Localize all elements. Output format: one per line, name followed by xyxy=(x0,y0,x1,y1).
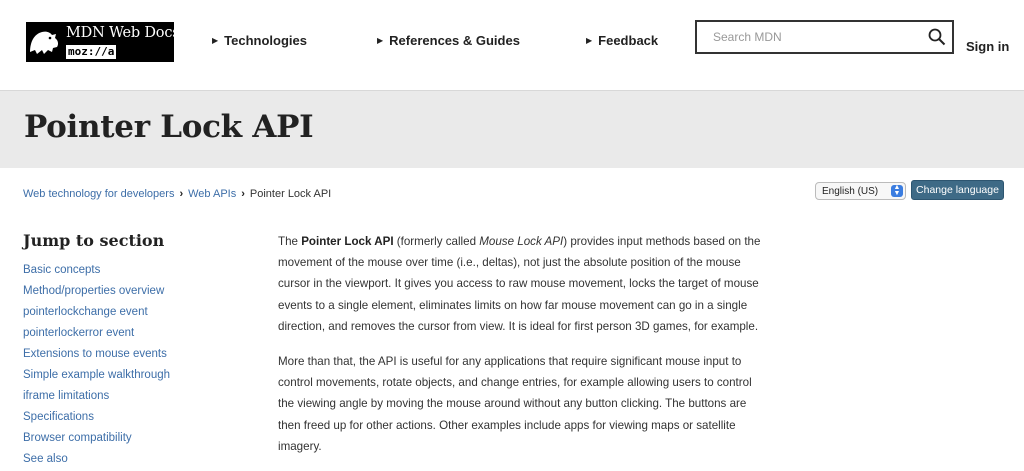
toc-link[interactable]: Specifications xyxy=(23,411,94,423)
toc-link[interactable]: Basic concepts xyxy=(23,264,101,276)
nav-references-guides[interactable] xyxy=(377,33,520,48)
article-content xyxy=(278,231,764,471)
nav-technologies[interactable] xyxy=(212,33,307,48)
search-input[interactable] xyxy=(697,22,922,52)
toc-link[interactable]: iframe limitations xyxy=(23,390,110,402)
sign-in-link[interactable]: Sign in xyxy=(966,39,1010,54)
nav-technologies-label: Technologies xyxy=(224,33,307,48)
text-span: (formerly called xyxy=(393,235,480,248)
nav-feedback-label: Feedback xyxy=(598,33,659,48)
language-selected-value: English (US) xyxy=(822,185,879,197)
mdn-logo[interactable] xyxy=(26,22,180,62)
triangle-right-icon: ▶ xyxy=(212,36,219,45)
logo-title: MDN Web Docs xyxy=(66,25,180,41)
triangle-right-icon: ▶ xyxy=(586,36,593,45)
jump-to-section-heading: Jump to section xyxy=(23,231,165,250)
nav-references-label: References & Guides xyxy=(389,33,520,48)
change-language-button[interactable]: Change language xyxy=(911,180,1004,200)
breadcrumb-current: Pointer Lock API xyxy=(249,188,332,200)
section-nav-list xyxy=(23,262,170,471)
toc-link[interactable]: See also xyxy=(23,453,68,465)
chevron-right-icon: › xyxy=(179,188,184,200)
toc-link[interactable]: Browser compatibility xyxy=(23,432,132,444)
toc-link[interactable]: Simple example walkthrough xyxy=(23,369,171,381)
second-paragraph: More than that, the API is useful for any applications that require significant mouse input to control movements, rotate objects, and change entries, for example allowing users to control the viewing angle by moving the mouse around without any button clicking. The buttons are then freed up for other actions. Other examples include apps for viewing maps or satellite imagery. xyxy=(278,355,752,453)
former-name: Mouse Lock API xyxy=(479,235,564,248)
text-span: The xyxy=(278,235,302,248)
intro-paragraph xyxy=(278,231,764,337)
dinosaur-icon xyxy=(26,22,64,62)
search-icon[interactable] xyxy=(922,22,952,52)
breadcrumb-web-technology[interactable]: Web technology for developers xyxy=(23,188,175,200)
mozilla-wordmark: moz://a xyxy=(68,45,115,58)
breadcrumb xyxy=(23,188,331,200)
breadcrumb-web-apis[interactable]: Web APIs xyxy=(188,188,237,200)
toc-link[interactable]: pointerlockchange event xyxy=(23,306,148,318)
site-header xyxy=(0,0,1024,90)
nav-feedback[interactable] xyxy=(586,33,658,48)
select-arrows-icon: ▲ ▼ xyxy=(891,185,903,197)
text-span: ) provides input methods based on the movement of the mouse over time (i.e., deltas), not just the absolute position of the mouse cursor in the viewport. It gives you access to raw mouse movement, locks the target of mouse events to a single element, eliminates limits on how far mouse movement can go in a single direction, and removes the cursor from view. It is ideal for first person 3D games, for example. xyxy=(278,235,761,333)
api-name: Pointer Lock API xyxy=(301,235,394,248)
search-box xyxy=(695,20,954,54)
triangle-right-icon: ▶ xyxy=(377,36,384,45)
chevron-right-icon: › xyxy=(241,188,245,200)
language-select[interactable] xyxy=(815,182,906,200)
page-title: Pointer Lock API xyxy=(24,109,314,145)
toc-link[interactable]: pointerlockerror event xyxy=(23,327,135,339)
title-band xyxy=(0,90,1024,168)
toc-link[interactable]: Method/properties overview xyxy=(23,285,165,297)
toc-link[interactable]: Extensions to mouse events xyxy=(23,348,167,360)
